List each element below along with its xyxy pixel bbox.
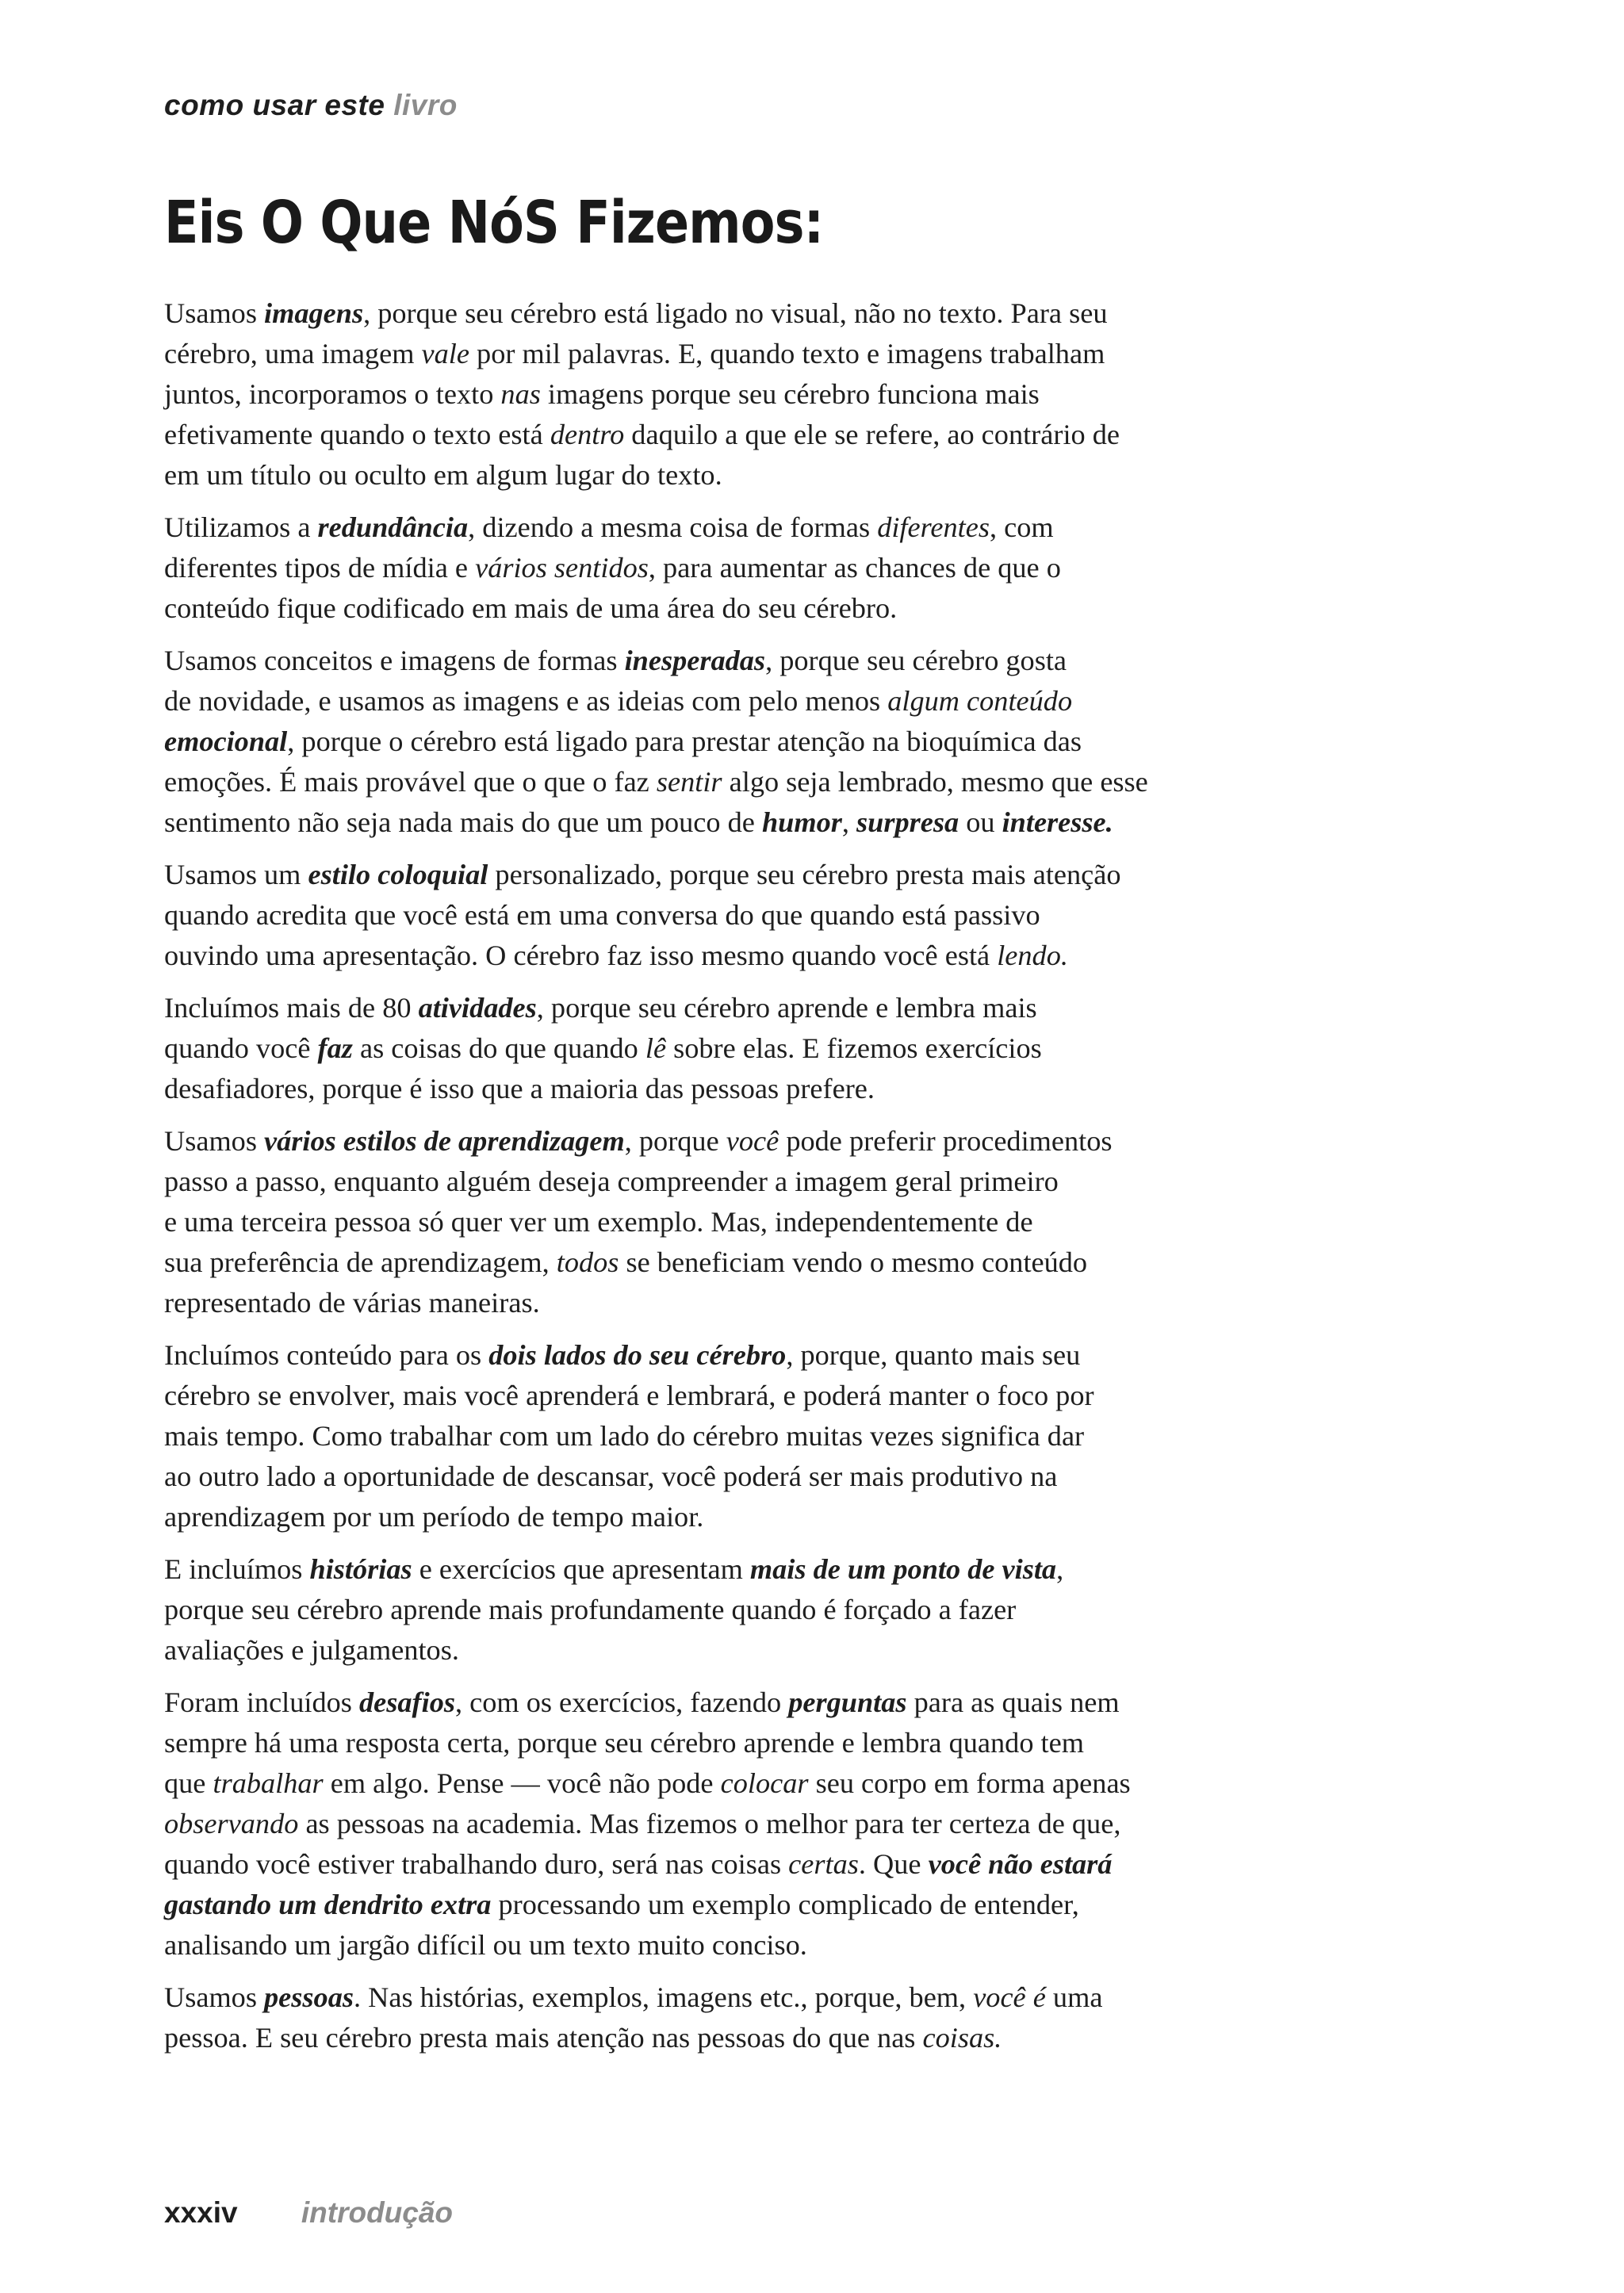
text-run: seu corpo em forma apenas (808, 1767, 1131, 1799)
emphasis-run: surpresa (856, 806, 959, 838)
text-run: emoções. É mais provável que o que o faz (164, 766, 657, 798)
text-run: processando um exemplo complicado de entender, (491, 1889, 1079, 1920)
text-line (164, 722, 1306, 762)
emphasis-run: você (726, 1125, 779, 1157)
text-line (164, 988, 1306, 1028)
text-line (164, 762, 1306, 802)
paragraph (164, 1977, 1306, 2058)
text-line (164, 1590, 1306, 1630)
emphasis-run: você é (973, 1981, 1046, 2013)
text-line (164, 1630, 1306, 1671)
text-run: as coisas do que quando (352, 1032, 645, 1064)
text-run: desafiadores, porque é isso que a maioria das pessoas prefere. (164, 1073, 875, 1104)
text-line (164, 641, 1306, 681)
text-run: mais tempo. Como trabalhar com um lado do cérebro muitas vezes significa dar (164, 1420, 1085, 1452)
text-run: ouvindo uma apresentação. O cérebro faz isso mesmo quando você está (164, 940, 998, 971)
text-run: avaliações e julgamentos. (164, 1634, 459, 1666)
emphasis-run: humor (761, 806, 842, 838)
page-title: Eis O Que NóS Fizemos: (164, 189, 824, 257)
text-run: , com (989, 511, 1054, 543)
text-line (164, 1416, 1306, 1457)
emphasis-run: nas (500, 378, 541, 410)
text-run: em algo. Pense — você não pode (323, 1767, 721, 1799)
text-line (164, 1497, 1306, 1537)
paragraph (164, 1121, 1306, 1323)
text-run: e uma terceira pessoa só quer ver um exemplo. Mas, independentemente de (164, 1206, 1033, 1238)
text-line (164, 293, 1306, 334)
text-run: Usamos (164, 1981, 265, 2013)
text-run: , porque seu cérebro gosta (765, 645, 1067, 676)
text-line (164, 1242, 1306, 1283)
text-line (164, 374, 1306, 415)
emphasis-run: sentir (656, 766, 722, 798)
text-line (164, 1549, 1306, 1590)
text-line (164, 802, 1306, 843)
text-line (164, 681, 1306, 722)
text-line (164, 1763, 1306, 1804)
text-run: Usamos conceitos e imagens de formas (164, 645, 625, 676)
running-head-main: como usar este (164, 89, 385, 121)
emphasis-run: dentro (550, 419, 625, 450)
text-run: aprendizagem por um período de tempo maior. (164, 1501, 704, 1533)
text-line (164, 548, 1306, 588)
text-run: Utilizamos a (164, 511, 318, 543)
emphasis-run: vários sentidos (475, 552, 649, 584)
text-run: representado de várias maneiras. (164, 1287, 540, 1319)
text-run: . Que (858, 1848, 929, 1880)
emphasis-run: colocar (720, 1767, 809, 1799)
text-line (164, 1162, 1306, 1202)
text-run: quando você (164, 1032, 318, 1064)
text-run: , porque o cérebro está ligado para prestar atenção na bioquímica das (287, 725, 1082, 757)
emphasis-run: desafios (359, 1686, 455, 1718)
text-run: Foram incluídos (164, 1686, 359, 1718)
text-run: , com os exercícios, fazendo (454, 1686, 789, 1718)
text-run: Usamos um (164, 859, 308, 890)
text-run: diferentes tipos de mídia e (164, 552, 476, 584)
emphasis-run: dois lados do seu cérebro (488, 1339, 787, 1371)
section-name: introdução (301, 2196, 454, 2229)
emphasis-run: mais de um ponto de vista (749, 1553, 1057, 1585)
emphasis-run: inesperadas (624, 645, 766, 676)
emphasis-run: certas (788, 1848, 859, 1880)
text-run: , (841, 806, 857, 838)
text-line (164, 1682, 1306, 1723)
emphasis-run: perguntas (788, 1686, 907, 1718)
paragraph (164, 1682, 1306, 1966)
emphasis-run: pessoas (264, 1981, 354, 2013)
emphasis-run: interesse. (1002, 806, 1113, 838)
text-line (164, 415, 1306, 455)
page-number: xxxiv (164, 2196, 238, 2229)
text-run: , porque (624, 1125, 726, 1157)
text-run: . Nas histórias, exemplos, imagens etc., porque, bem, (353, 1981, 974, 2013)
text-run: efetivamente quando o texto está (164, 419, 550, 450)
paragraph (164, 507, 1306, 629)
text-line (164, 1121, 1306, 1162)
paragraph (164, 988, 1306, 1109)
paragraph (164, 855, 1306, 976)
emphasis-run: emocional (164, 725, 288, 757)
text-line (164, 1977, 1306, 2018)
emphasis-run: gastando um dendrito extra (164, 1889, 492, 1920)
emphasis-run: observando (164, 1808, 299, 1839)
text-run: , (1056, 1553, 1064, 1585)
text-run: que (164, 1767, 213, 1799)
emphasis-run: coisas. (922, 2022, 1002, 2054)
emphasis-run: atividades (418, 992, 537, 1024)
body-text (164, 293, 1306, 2070)
emphasis-run: algum conteúdo (887, 685, 1073, 717)
text-run: de novidade, e usamos as imagens e as ideias com pelo menos (164, 685, 888, 717)
text-line (164, 2018, 1306, 2058)
text-run: imagens porque seu cérebro funciona mais (540, 378, 1040, 410)
text-run: cérebro, uma imagem (164, 338, 422, 369)
paragraph (164, 1335, 1306, 1537)
paragraph (164, 1549, 1306, 1671)
text-run: uma (1045, 1981, 1103, 2013)
text-line (164, 1283, 1306, 1323)
emphasis-run: trabalhar (213, 1767, 324, 1799)
text-run: daquilo a que ele se refere, ao contrário de (624, 419, 1120, 450)
text-run: Incluímos conteúdo para os (164, 1339, 489, 1371)
text-run: passo a passo, enquanto alguém deseja compreender a imagem geral primeiro (164, 1166, 1059, 1197)
text-run: se beneficiam vendo o mesmo conteúdo (619, 1246, 1088, 1278)
text-run: quando acredita que você está em uma conversa do que quando está passivo (164, 899, 1040, 931)
running-head (164, 89, 458, 122)
text-run: ou (959, 806, 1002, 838)
emphasis-run: lê (645, 1032, 667, 1064)
text-run: cérebro se envolver, mais você aprenderá e lembrará, e poderá manter o foco por (164, 1380, 1094, 1411)
text-run: Usamos (164, 1125, 265, 1157)
text-run: , porque seu cérebro aprende e lembra mais (536, 992, 1037, 1024)
text-run: pessoa. E seu cérebro presta mais atenção nas pessoas do que nas (164, 2022, 923, 2054)
text-run: personalizado, porque seu cérebro presta mais atenção (488, 859, 1121, 890)
text-run: conteúdo fique codificado em mais de uma área do seu cérebro. (164, 592, 898, 624)
text-run: , para aumentar as chances de que o (648, 552, 1061, 584)
text-run: por mil palavras. E, quando texto e imagens trabalham (469, 338, 1105, 369)
emphasis-run: faz (317, 1032, 353, 1064)
emphasis-run: redundância (317, 511, 469, 543)
text-line (164, 1804, 1306, 1844)
text-run: sua preferência de aprendizagem, (164, 1246, 557, 1278)
text-run: pode preferir procedimentos (779, 1125, 1113, 1157)
text-run: E incluímos (164, 1553, 310, 1585)
text-run: algo seja lembrado, mesmo que esse (722, 766, 1148, 798)
text-run: Usamos (164, 297, 265, 329)
text-line (164, 1885, 1306, 1925)
text-run: e exercícios que apresentam (412, 1553, 750, 1585)
emphasis-run: lendo. (997, 940, 1068, 971)
text-run: sobre elas. E fizemos exercícios (666, 1032, 1042, 1064)
text-run: analisando um jargão difícil ou um texto muito conciso. (164, 1929, 807, 1961)
text-run: as pessoas na academia. Mas fizemos o melhor para ter certeza de que, (298, 1808, 1121, 1839)
text-line (164, 1202, 1306, 1242)
text-line (164, 455, 1306, 496)
text-line (164, 895, 1306, 936)
emphasis-run: diferentes (877, 511, 990, 543)
page-footer (164, 2196, 453, 2230)
text-line (164, 1925, 1306, 1966)
paragraph (164, 641, 1306, 843)
emphasis-run: vários estilos de aprendizagem (264, 1125, 625, 1157)
text-line (164, 855, 1306, 895)
text-line (164, 1457, 1306, 1497)
text-line (164, 507, 1306, 548)
emphasis-run: estilo coloquial (308, 859, 488, 890)
text-line (164, 1335, 1306, 1376)
text-run: em um título ou oculto em algum lugar do texto. (164, 459, 722, 491)
emphasis-run: todos (556, 1246, 619, 1278)
text-run: porque seu cérebro aprende mais profundamente quando é forçado a fazer (164, 1594, 1017, 1625)
text-line (164, 1069, 1306, 1109)
text-run: sempre há uma resposta certa, porque seu cérebro aprende e lembra quando tem (164, 1727, 1084, 1759)
text-run: para as quais nem (906, 1686, 1120, 1718)
emphasis-run: histórias (309, 1553, 412, 1585)
text-run: sentimento não seja nada mais do que um pouco de (164, 806, 762, 838)
text-run: ao outro lado a oportunidade de descansar, você poderá ser mais produtivo na (164, 1460, 1058, 1492)
text-line (164, 1376, 1306, 1416)
paragraph (164, 293, 1306, 496)
text-line (164, 1844, 1306, 1885)
text-run: juntos, incorporamos o texto (164, 378, 501, 410)
text-line (164, 1028, 1306, 1069)
emphasis-run: vale (421, 338, 469, 369)
text-run: Incluímos mais de 80 (164, 992, 419, 1024)
text-line (164, 1723, 1306, 1763)
emphasis-run: você não estará (928, 1848, 1113, 1880)
text-run: , porque, quanto mais seu (786, 1339, 1081, 1371)
text-line (164, 936, 1306, 976)
text-line (164, 588, 1306, 629)
text-run: , porque seu cérebro está ligado no visual, não no texto. Para seu (363, 297, 1108, 329)
emphasis-run: imagens (264, 297, 364, 329)
text-line (164, 334, 1306, 374)
text-run: , dizendo a mesma coisa de formas (468, 511, 878, 543)
text-run: quando você estiver trabalhando duro, será nas coisas (164, 1848, 789, 1880)
running-head-light: livro (393, 89, 458, 121)
